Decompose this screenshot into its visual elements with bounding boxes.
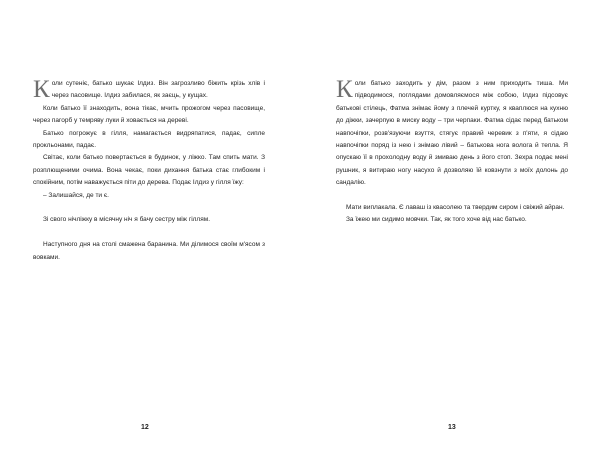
paragraph: За їжею ми сидимо мовчки. Так, як того хоче від нас батько. <box>346 216 527 224</box>
paragraph: Мати виплакала. Є лаваш із квасолею та твердим сиром і свіжий айран. <box>346 204 565 212</box>
dropcap: К <box>336 76 353 103</box>
paragraph: Коли сутеніє, батько шукає Ілдиз. Він загрозливо біжить крізь хлів і через пасовище. Ілдиз забилася, як заєць, у кущах. <box>33 76 265 103</box>
paragraph: Коли батько заходить у дім, разом з ним приходить тиша. Ми підводимося, поглядами домовляємося між собою, Ілдиз підсовує батькові стілець, Фатма знімає йому з плечей куртку, я кваплюся на кухню до діжки, зачерпую в миску воду – три черпаки. Фатма сідає перед батьком навпочіпки, розв'язуючи взуття, стягує правий черевик з п'яти, я сідаю навпочіпки поряд із нею і знімаю лівий – батькова нога волога й тепла. Я опускаю її в прохолодну воду й змиваю день з його стоп. Зехра подає мені рушник, я витираю ногу насухо й дозволяю їй ковзнути з моїх долонь до сандалію. <box>336 76 568 187</box>
paragraph: Зі свого нічліжку в місячну ніч я бачу сестру між гіллям. <box>43 216 211 224</box>
paragraph: Батько погрожує в гілля, намагається видряпатися, падає, сипле прокльонами, падає. <box>33 129 265 150</box>
page-number: 12 <box>141 424 149 431</box>
left-page-text <box>33 78 265 264</box>
paragraph: Наступного дня на столі смажена баранина. Ми ділимося своїм м'ясом з вовками. <box>33 241 265 261</box>
dialogue-line: – Залишайся, де ти є. <box>43 191 109 199</box>
dropcap: К <box>33 76 50 103</box>
page-number: 13 <box>448 424 456 431</box>
paragraph: Світає, коли батько повертається в будинок, у ліжко. Там спить мати. З розплющеними очима. Вона чекає, поки дихання батька стає глибоким і спокійним, потім наважується піти до дерева. Подає Ілдиз у гілля їжу: <box>33 154 265 187</box>
right-page-text <box>336 78 568 227</box>
paragraph: Коли батько її знаходить, вона тікає, мчить прожогом через пасовище, через пагорб у темряву луки й ховається на дереві. <box>33 104 265 125</box>
right-page <box>300 0 600 450</box>
